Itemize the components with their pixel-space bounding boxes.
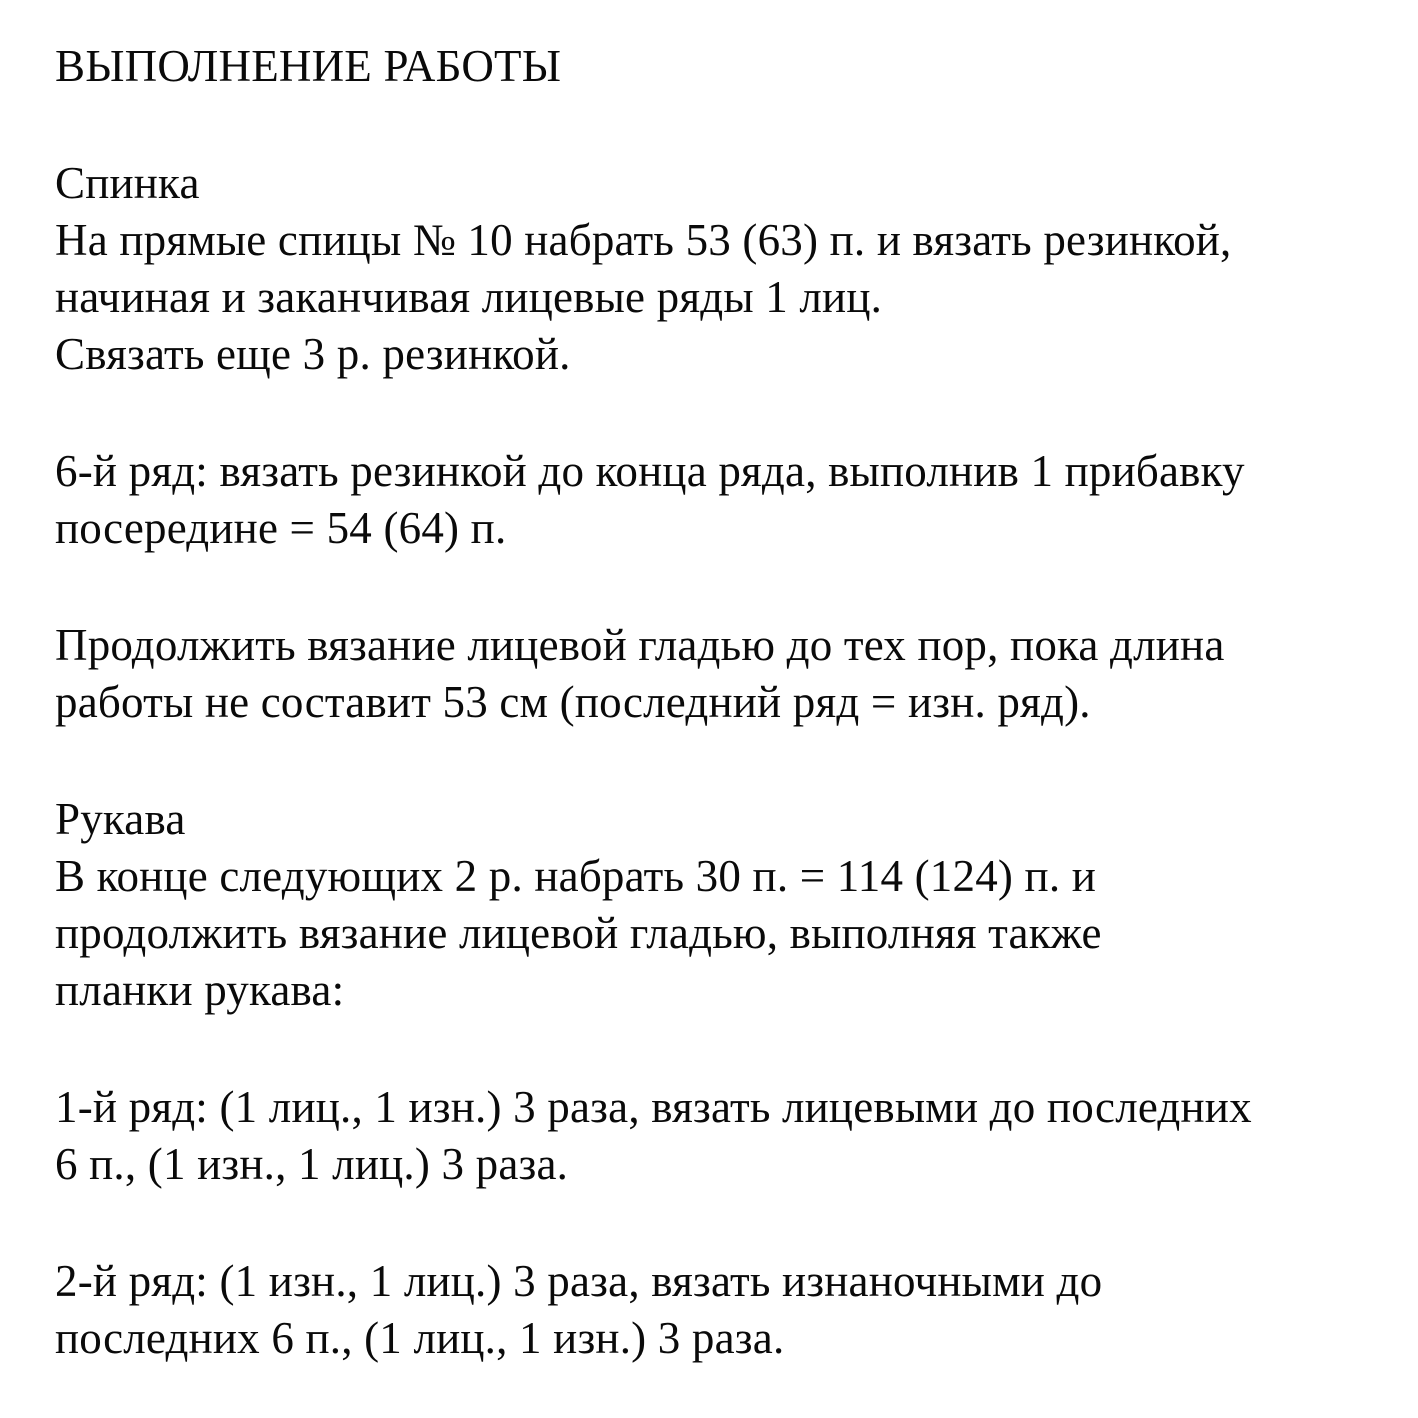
text-line: 6-й ряд: вязать резинкой до конца ряда, выполнив 1 прибавку — [55, 446, 1245, 496]
paragraph-row-6 — [55, 443, 1368, 557]
text-line: 6 п., (1 изн., 1 лиц.) 3 раза. — [55, 1139, 569, 1189]
text-line: начиная и заканчивая лицевые ряды 1 лиц. — [55, 272, 883, 322]
paragraph-continue-stockinette — [55, 617, 1368, 731]
text-line: На прямые спицы № 10 набрать 53 (63) п. и вязать резинкой, — [55, 215, 1232, 265]
text-line: 1-й ряд: (1 лиц., 1 изн.) 3 раза, вязать лицевыми до последних — [55, 1082, 1252, 1132]
document-title — [55, 38, 1368, 95]
section-heading-sleeves: Рукава — [55, 794, 186, 844]
text-line: продолжить вязание лицевой гладью, выполняя также — [55, 908, 1102, 958]
text-line: Связать еще 3 р. резинкой. — [55, 329, 571, 379]
text-line: работы не составит 53 см (последний ряд = изн. ряд). — [55, 677, 1091, 727]
paragraph-sleeves-section — [55, 791, 1368, 1019]
document-title-text: ВЫПОЛНЕНИЕ РАБОТЫ — [55, 41, 562, 91]
paragraph-row-1 — [55, 1079, 1368, 1193]
paragraph-row-2 — [55, 1253, 1368, 1367]
text-line: 2-й ряд: (1 изн., 1 лиц.) 3 раза, вязать изнаночными до — [55, 1256, 1103, 1306]
section-heading-back: Спинка — [55, 158, 200, 208]
text-line: Продолжить вязание лицевой гладью до тех пор, пока длина — [55, 620, 1225, 670]
text-line: посередине = 54 (64) п. — [55, 503, 507, 553]
text-line: В конце следующих 2 р. набрать 30 п. = 114 (124) п. и — [55, 851, 1097, 901]
text-line: последних 6 п., (1 лиц., 1 изн.) 3 раза. — [55, 1313, 785, 1363]
paragraph-back-section — [55, 155, 1368, 383]
text-line: планки рукава: — [55, 965, 345, 1015]
